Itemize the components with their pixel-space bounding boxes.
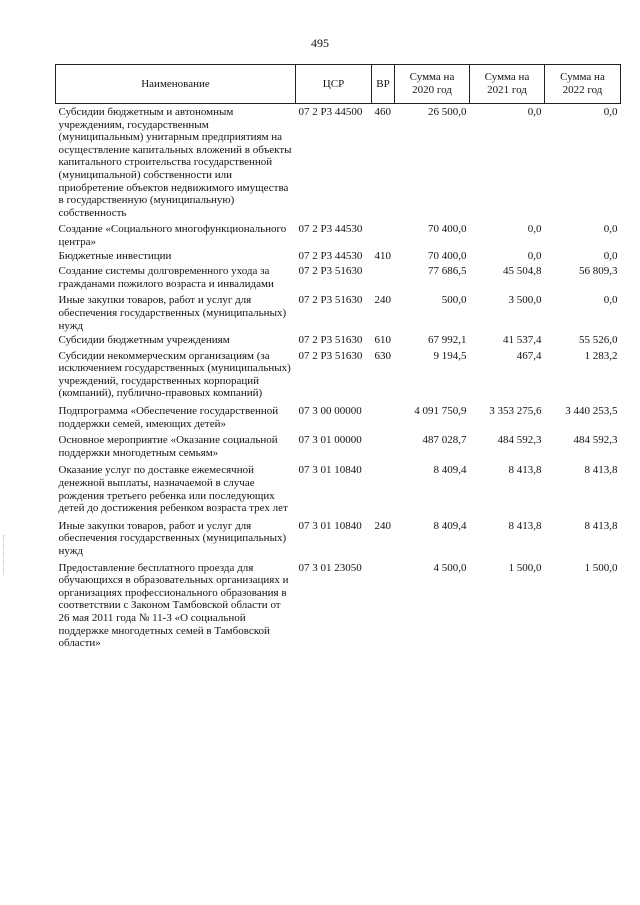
row-csr: 07 3 01 10840 [298, 519, 362, 532]
row-sum-2020: 4 500,0 [433, 561, 467, 574]
row-sum-2021: 41 537,4 [503, 334, 542, 347]
row-sum-2022: 3 440 253,5 [565, 405, 618, 418]
row-csr: 07 3 01 00000 [298, 434, 362, 447]
row-name: Иные закупки товаров, работ и услуг для обеспечения государственных (муниципальных) нужд [58, 519, 287, 557]
row-csr: 07 2 P3 51630 [298, 294, 363, 307]
row-sum-2022: 1 283,2 [584, 349, 618, 362]
row-sum-2020: 9 194,5 [433, 349, 467, 362]
table-body [56, 104, 621, 650]
row-vr: 410 [374, 249, 391, 262]
row-vr: 610 [374, 334, 391, 347]
table-row [56, 219, 621, 248]
row-sum-2021: 8 413,8 [508, 519, 542, 532]
row-name: Субсидии бюджетным учреждениям [58, 334, 230, 347]
row-sum-2022: 0,0 [603, 249, 618, 262]
row-vr: 630 [374, 349, 391, 362]
row-vr [372, 400, 395, 430]
row-vr [372, 262, 395, 290]
table-row [56, 400, 621, 430]
table-row [56, 515, 621, 558]
row-sum-2020: 4 091 750,9 [414, 405, 467, 418]
row-sum-2021: 0,0 [527, 223, 542, 236]
table-header-row [56, 65, 621, 104]
row-name: Иные закупки товаров, работ и услуг для обеспечения государственных (муниципальных) нужд [58, 294, 287, 332]
row-csr: 07 2 P3 44530 [298, 223, 363, 236]
table-row [56, 262, 621, 290]
row-vr: 240 [374, 519, 391, 532]
row-sum-2021: 3 353 275,6 [489, 405, 542, 418]
row-sum-2021: 3 500,0 [508, 294, 542, 307]
row-sum-2021: 0,0 [527, 249, 542, 262]
row-sum-2022: 0,0 [603, 294, 618, 307]
row-sum-2020: 77 686,5 [428, 265, 467, 278]
header-sum-2021: Сумма на 2021 год [470, 65, 545, 104]
row-sum-2022: 8 413,8 [584, 464, 618, 477]
row-csr: 07 3 01 10840 [298, 464, 362, 477]
row-name: Субсидии бюджетным и автономным учреждениям, государственным (муниципальным) унитарным предприятиям на осуществление капитальных вложений в объекты капитального строительства государственной (муниципальной) собственности или приобретение объектов недвижимого имущества в государственную (муниципальную) собственность [58, 106, 292, 219]
table-row [56, 459, 621, 514]
row-csr: 07 2 P3 51630 [298, 349, 363, 362]
row-sum-2022: 8 413,8 [584, 519, 618, 532]
row-sum-2021: 0,0 [527, 106, 542, 118]
row-csr: 07 2 P3 44530 [298, 249, 363, 262]
row-sum-2020: 8 409,4 [433, 519, 467, 532]
table-row [56, 332, 621, 347]
row-vr [372, 430, 395, 459]
row-csr: 07 2 P3 51630 [298, 334, 363, 347]
row-name: Субсидии некоммерческим организациям (за исключением государственных (муниципальных) учреждений, государственных корпораций (компаний), публично-правовых компаний) [58, 349, 291, 400]
row-sum-2020: 26 500,0 [428, 106, 467, 118]
row-sum-2021: 1 500,0 [508, 561, 542, 574]
row-sum-2021: 8 413,8 [508, 464, 542, 477]
page-number: 495 [311, 36, 329, 50]
row-sum-2022: 1 500,0 [584, 561, 618, 574]
row-sum-2021: 467,4 [516, 349, 542, 362]
header-csr: ЦСР [296, 65, 372, 104]
row-csr: 07 3 00 00000 [298, 405, 362, 418]
row-sum-2020: 70 400,0 [428, 249, 467, 262]
row-vr: 240 [374, 294, 391, 307]
row-name: Создание «Социального многофункционального центра» [58, 223, 287, 248]
row-sum-2022: 0,0 [603, 223, 618, 236]
row-sum-2021: 45 504,8 [503, 265, 542, 278]
row-name: Подпрограмма «Обеспечение государственной поддержки семей, имеющих детей» [58, 405, 279, 430]
row-sum-2020: 487 028,7 [422, 434, 467, 447]
table-row [56, 347, 621, 400]
row-sum-2020: 70 400,0 [428, 223, 467, 236]
row-csr: 07 2 P3 44500 [298, 106, 363, 118]
row-sum-2022: 56 809,3 [579, 265, 618, 278]
table-row [56, 558, 621, 650]
table-row [56, 430, 621, 459]
row-vr: 460 [374, 106, 391, 118]
row-name: Предоставление бесплатного проезда для обучающихся в образовательных организациях и организациях профессионального образования в соответствии с Законом Тамбовской области от 26 мая 2011 года № 11-З «О социальной поддержке многодетных семей в Тамбовской области» [58, 561, 289, 650]
row-csr: 07 3 01 23050 [298, 561, 362, 574]
row-vr [372, 558, 395, 650]
row-sum-2021: 484 592,3 [497, 434, 542, 447]
row-sum-2020: 500,0 [441, 294, 467, 307]
table-row [56, 104, 621, 220]
row-name: Основное мероприятие «Оказание социальной поддержки многодетным семьям» [58, 434, 278, 459]
row-name: Бюджетные инвестиции [58, 249, 172, 262]
header-name: Наименование [56, 65, 296, 104]
margin-mark [3, 535, 6, 575]
table-row [56, 249, 621, 263]
row-vr [372, 219, 395, 248]
row-sum-2020: 8 409,4 [433, 464, 467, 477]
row-vr [372, 459, 395, 514]
row-name: Создание системы долговременного ухода за гражданами пожилого возраста и инвалидами [58, 265, 274, 290]
row-sum-2020: 67 992,1 [428, 334, 467, 347]
header-sum-2020: Сумма на 2020 год [395, 65, 470, 104]
row-csr: 07 2 P3 51630 [298, 265, 363, 278]
table-row [56, 290, 621, 332]
header-sum-2022: Сумма на 2022 год [545, 65, 621, 104]
row-sum-2022: 55 526,0 [579, 334, 618, 347]
header-vr: ВР [372, 65, 395, 104]
row-name: Оказание услуг по доставке ежемесячной денежной выплаты, назначаемой в случае рождения третьего ребенка или последующих детей до достижения ребенком возраста трех лет [58, 464, 288, 515]
budget-table [55, 64, 621, 650]
row-sum-2022: 0,0 [603, 106, 618, 118]
row-sum-2022: 484 592,3 [573, 434, 618, 447]
